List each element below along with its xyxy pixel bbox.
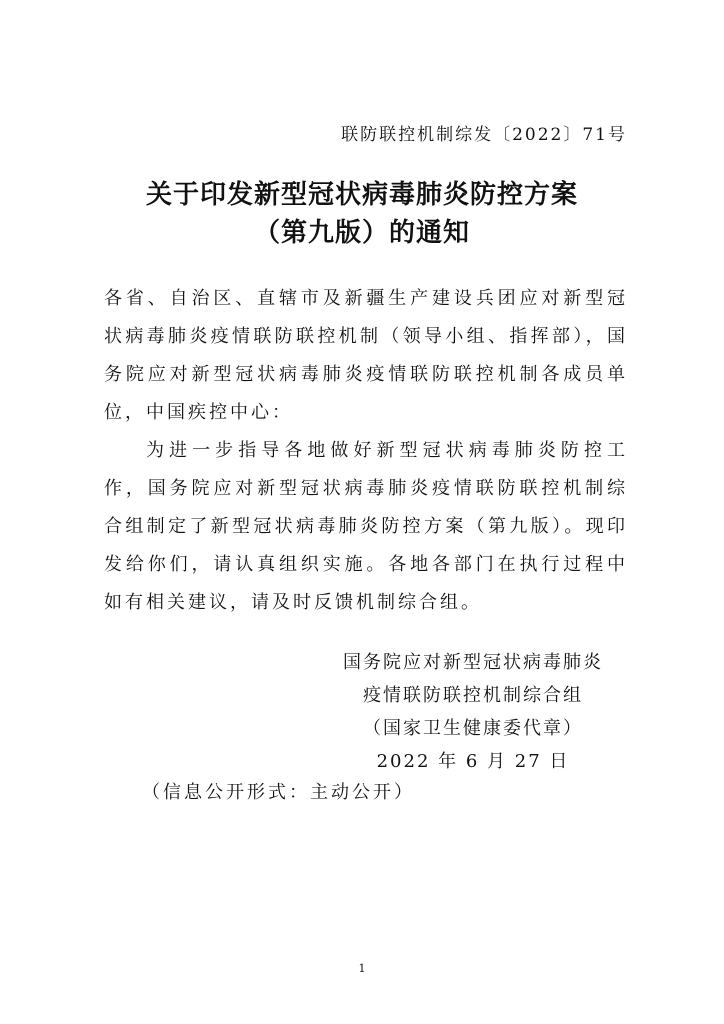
- signature-block: [338, 646, 608, 778]
- signature-issuer-line-1: 国务院应对新型冠状病毒肺炎: [343, 652, 603, 673]
- signature-seal-note: （国家卫生健康委代章）: [363, 718, 583, 739]
- disclosure-note: （信息公开形式：主动公开）: [142, 782, 415, 803]
- signature-date: 2022 年 6 月 27 日: [376, 751, 570, 772]
- signature-issuer-line-2: 疫情联防联控机制综合组: [363, 685, 583, 706]
- salutation: 各省、自治区、直辖市及新疆生产建设兵团应对新型冠状病毒肺炎疫情联防联控机制（领导小组、指挥部），国务院应对新型冠状病毒肺炎疫情联防联控机制各成员单位，中国疾控中心：: [104, 288, 628, 423]
- document-body: [104, 280, 628, 622]
- document-number: 联防联控机制综发〔2022〕71号: [341, 125, 627, 145]
- title-line-2: （第九版）的通知: [253, 218, 470, 248]
- document-title: [0, 176, 724, 252]
- page-number: 1: [358, 962, 366, 975]
- title-line-1: 关于印发新型冠状病毒肺炎防控方案: [145, 180, 578, 210]
- body-paragraph: 为进一步指导各地做好新型冠状病毒肺炎防控工作，国务院应对新型冠状病毒肺炎疫情联防联控机制综合组制定了新型冠状病毒肺炎防控方案（第九版）。现印发给你们，请认真组织实施。各地各部门在执行过程中如有相关建议，请及时反馈机制综合组。: [104, 440, 628, 613]
